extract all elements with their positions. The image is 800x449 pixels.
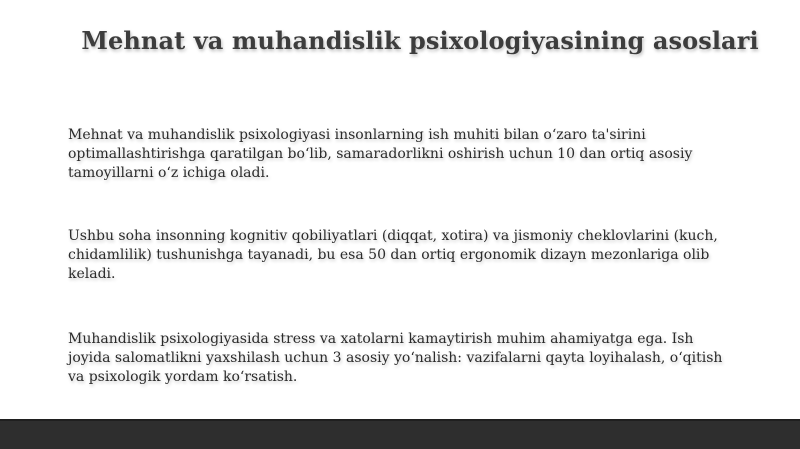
paragraph-3: Muhandislik psixologiyasida stress va xatolarni kamaytirish muhim ahamiyatga ega. Ish joyida salomatlikni yaxshilash uchun 3 asosiy yo‘nalish: vazifalarni qayta loyihalash, o‘qitish va psixologik yordam ko‘rsatish.	[68, 331, 723, 385]
paragraph-2: Ushbu soha insonning kognitiv qobiliyatlari (diqqat, xotira) va jismoniy cheklovlarini (kuch, chidamlilik) tushunishga tayanadi, bu esa 50 dan ortiq ergonomik dizayn mezonlariga olib keladi.	[68, 228, 718, 282]
footer-bar	[0, 419, 800, 449]
paragraph-1: Mehnat va muhandislik psixologiyasi insonlarning ish muhiti bilan o‘zaro ta'sirini optimallashtirishga qaratilgan bo‘lib, samaradorlikni oshirish uchun 10 dan ortiq asosiy tamoyillarni o‘z ichiga oladi.	[68, 127, 693, 181]
slide-title: Mehnat va muhandislik psixologiyasining asoslari	[81, 26, 759, 55]
